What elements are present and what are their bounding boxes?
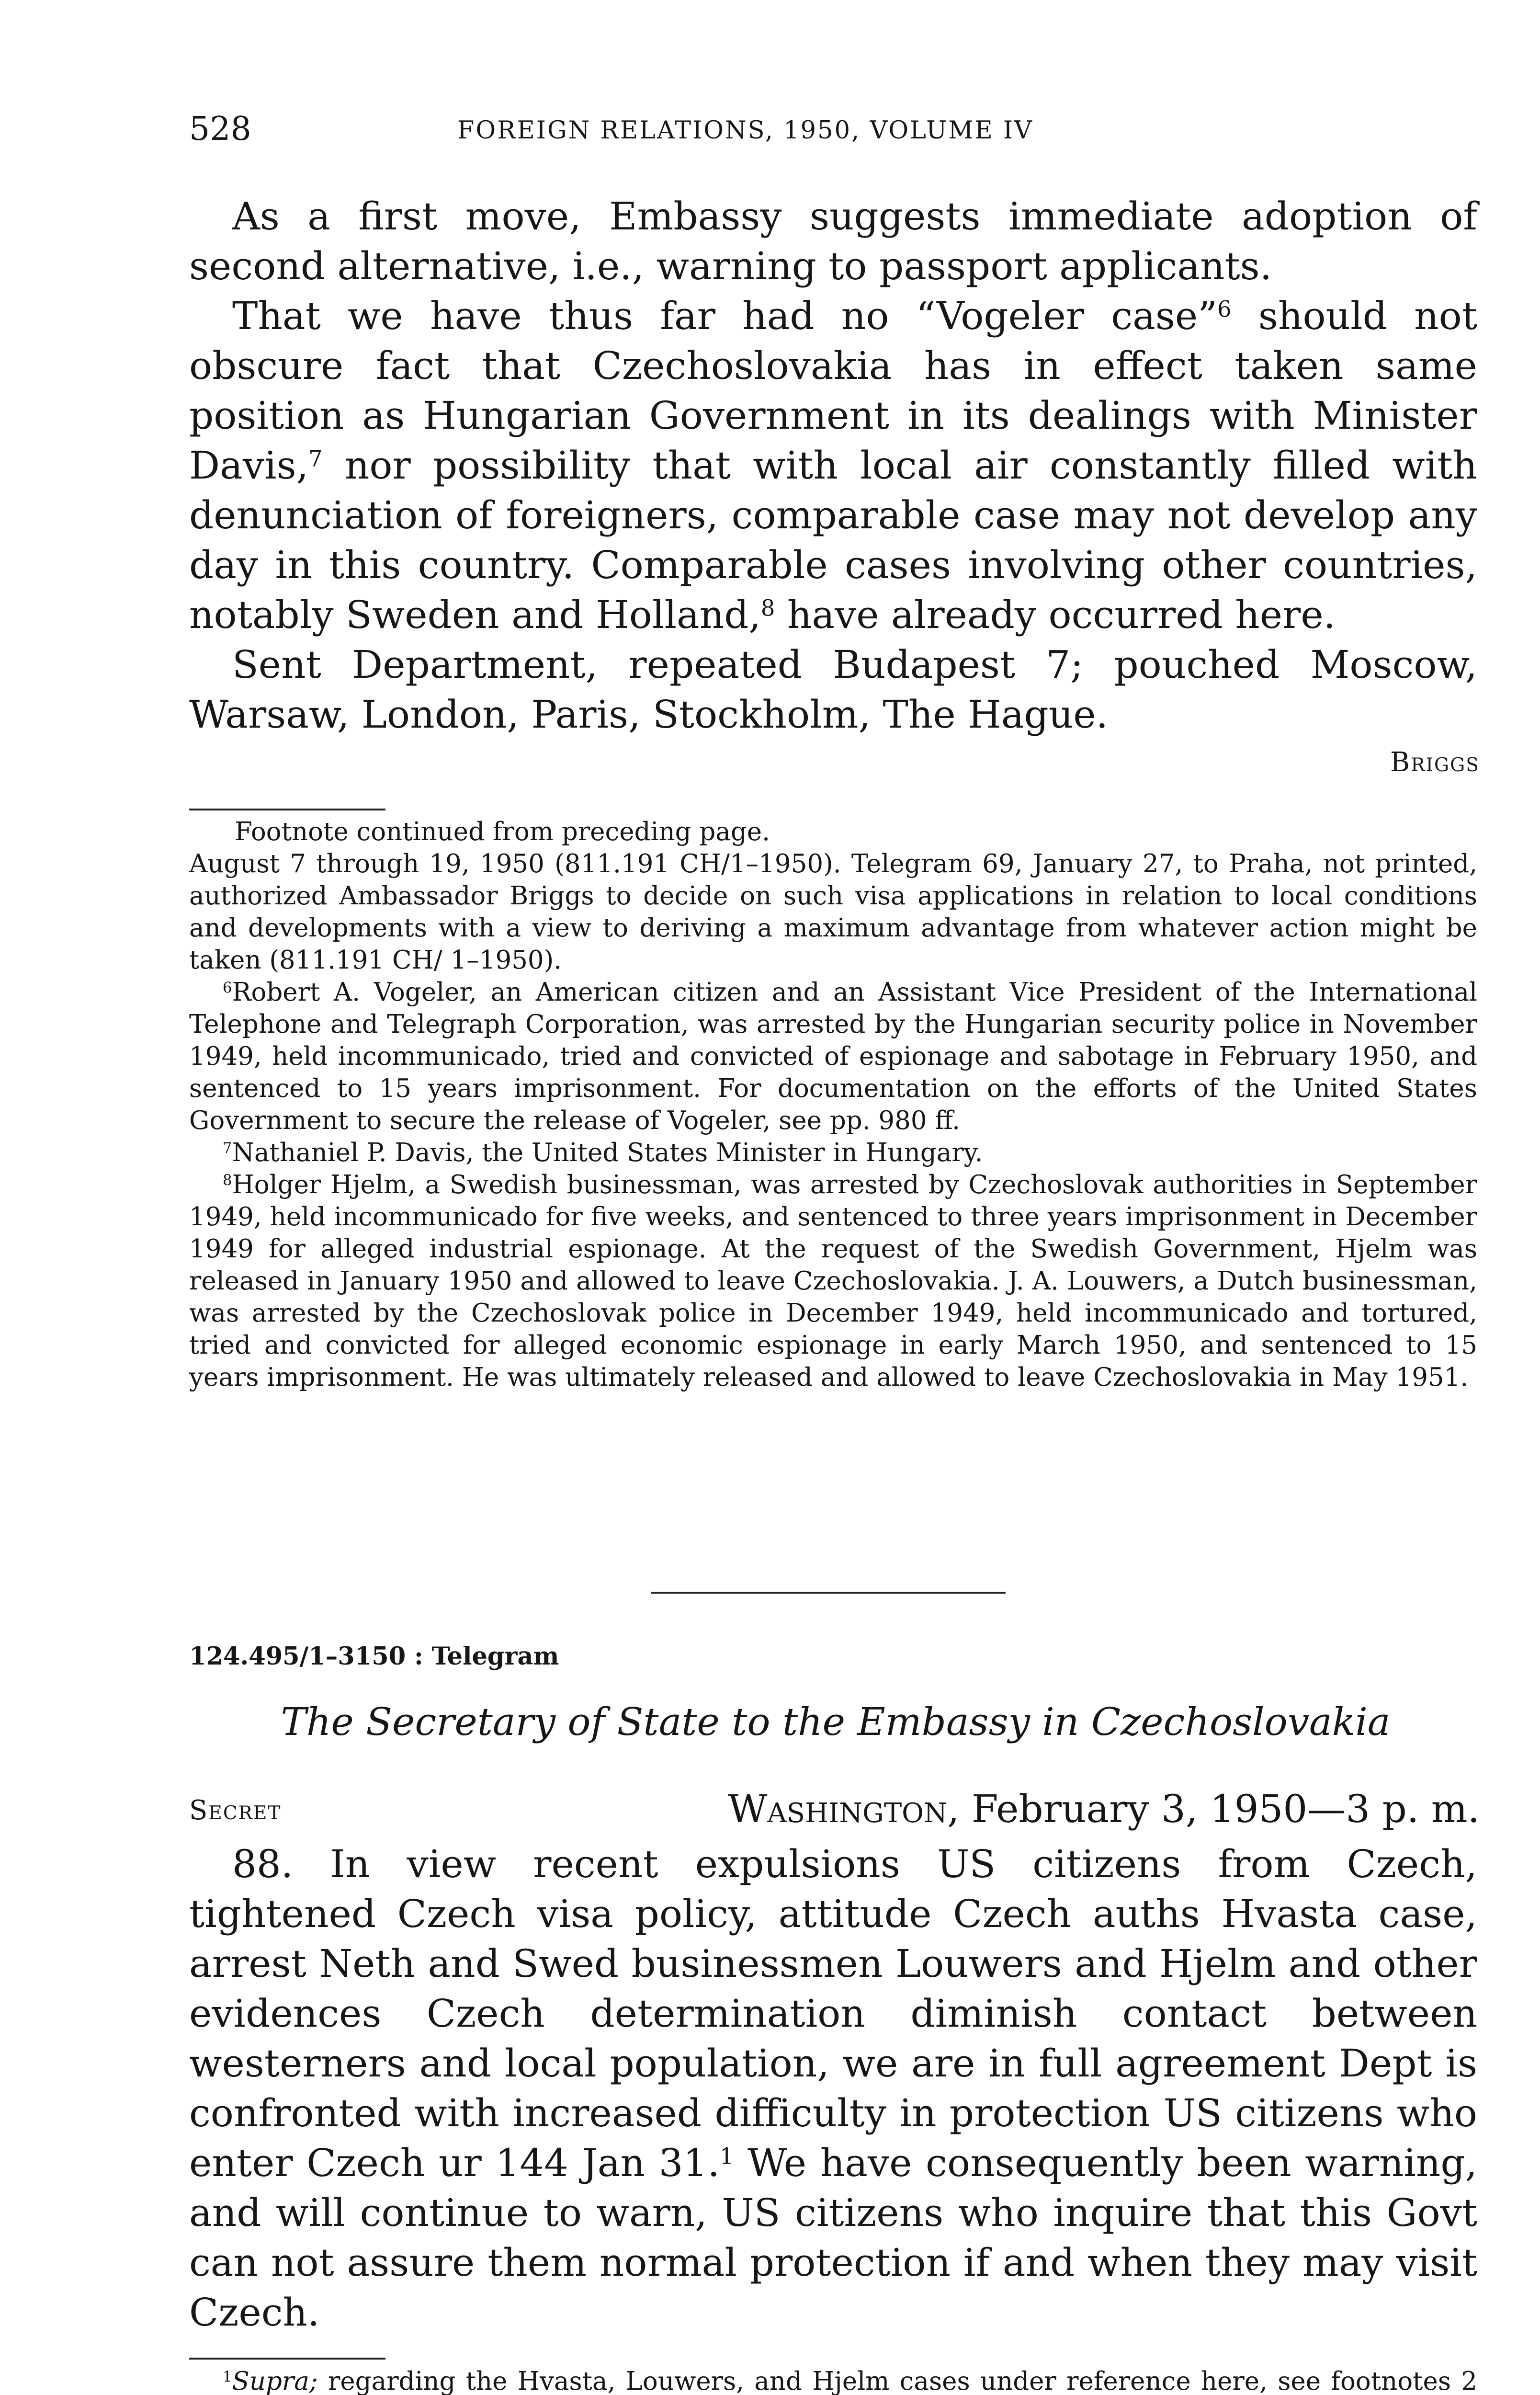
file-reference: 124.495/1–3150 : Telegram (189, 1642, 559, 1671)
footnote-ref-6: 6 (1217, 296, 1232, 322)
footnote-8: $^8$Holger Hjelm, a Swedish businessman, was arrested by Czechoslovak authorities in September 1949, held incommunicado for five weeks, and sentenced to three years imprisonment in December 1949 for alleged industrial espionage. At the request of the Swedish Government, Hjelm was released in January 1950 and allowed to leave Czechoslovakia. J. A. Louwers, a Dutch businessman, was arrested by the Czechoslovak police in December 1949, held incommunicado and tortured, tried and convicted for alleged economic espionage in early March 1950, and sentenced to 15 years imprisonment. He was ultimately released and allowed to leave Czechoslovakia in May 1951. (189, 1170, 1477, 1392)
place-date: Washington, February 3, 1950—3 p. m. (728, 1787, 1480, 1831)
footnotes-bottom (189, 2365, 1477, 2395)
telegram-body-continued (189, 192, 1477, 740)
page-number: 528 (189, 110, 251, 148)
footnote-ref-7: 7 (308, 445, 323, 472)
telegram-88-paragraph: 88. In view recent expulsions US citizens from Czech, tightened Czech visa policy, attitude Czech auths Hvasta case, arrest Neth and Swed businessmen Louwers and Hjelm and other evidences Czech determination diminish contact between westerners and local population, we are in full agreement Dept is confronted with increased difficulty in protection US citizens who enter Czech ur 144 Jan 31.$^1$ We have consequently been warning, and will continue to warn, US citizens who inquire that this Govt can not assure them normal protection if and when they may visit Czech. (189, 1842, 1477, 2335)
footnote-1: $^1$Supra; regarding the Hvasta, Louwers, and Hjelm cases under reference here, see footnotes 2 (223, 2367, 1477, 2395)
document-heading: The Secretary of State to the Embassy in Czechoslovakia (281, 1699, 1391, 1744)
footnote-divider-bottom (189, 2358, 385, 2360)
footnotes-top (189, 816, 1477, 1393)
footnote-continued-text: August 7 through 19, 1950 (811.191 CH/1–1950). Telegram 69, January 27, to Praha, not printed, authorized Ambassador Briggs to decide on such visa applications in relation to local conditions and developments with a view to deriving a maximum advantage from whatever action might be taken (811.191 CH/ 1–1950). (189, 849, 1477, 975)
footnote-ref-1: 1 (719, 2143, 734, 2169)
body-paragraph-2: That we have thus far had no “Vogeler case”$^6$ should not obscure fact that Czechoslovakia has in effect taken same position as Hungarian Government in its dealings with Minister Davis,$^7$ nor possibility that with local air constantly filled with denunciation of foreigners, comparable case may not develop any day in this country. Comparable cases involving other countries, notably Sweden and Holland,$^8$ have already occurred here. (189, 294, 1477, 637)
telegram-88-body (189, 1839, 1477, 2338)
footnote-divider (189, 809, 385, 810)
body-paragraph-3: Sent Department, repeated Budapest 7; pouched Moscow, Warsaw, London, Paris, Stockholm, The Hague. (189, 642, 1477, 737)
classification: Secret (189, 1795, 282, 1826)
document-separator (651, 1592, 1006, 1594)
footnote-continued-note: Footnote continued from preceding page. (235, 817, 770, 846)
page-header (189, 108, 1482, 151)
footnote-7: $^7$Nathaniel P. Davis, the United States Minister in Hungary. (223, 1138, 983, 1167)
body-paragraph-1: As a first move, Embassy suggests immediate adoption of second alternative, i.e., warning to passport applicants. (189, 194, 1477, 288)
signature: Briggs (1390, 747, 1480, 778)
dateline (189, 1784, 1480, 1837)
footnote-ref-8: 8 (760, 595, 775, 621)
footnote-6: $^6$Robert A. Vogeler, an American citizen and an Assistant Vice President of the International Telephone and Telegraph Corporation, was arrested by the Hungarian security police in November 1949, held incommunicado, tried and convicted of espionage and sabotage in February 1950, and sentenced to 15 years imprisonment. For documentation on the efforts of the United States Government to secure the release of Vogeler, see pp. 980 ff. (189, 978, 1477, 1135)
running-title: FOREIGN RELATIONS, 1950, VOLUME IV (457, 116, 1033, 145)
